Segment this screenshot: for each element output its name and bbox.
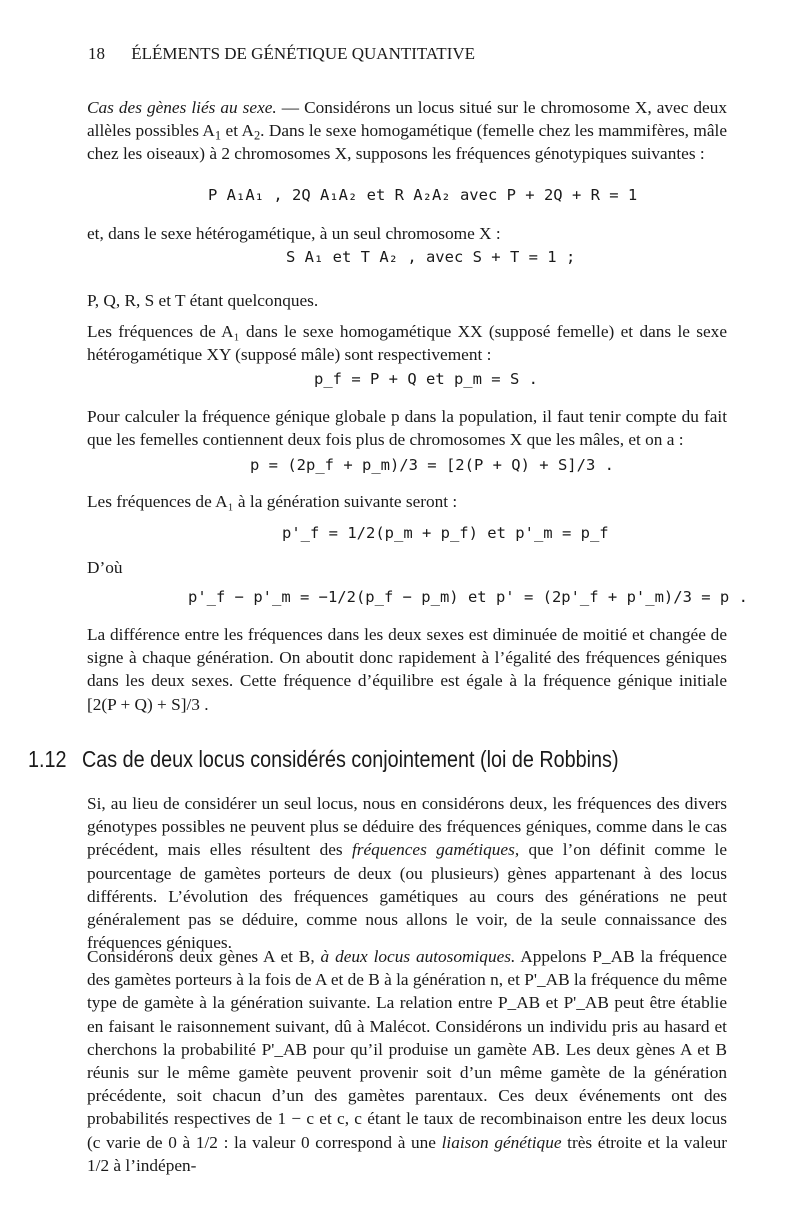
paragraph-sex-linked: Cas des gènes liés au sexe. — Considérons un locus situé sur le chromosome X, avec deux allèles possibles $A_1$ et $A_2$. Dans le sexe homogamétique (femelle chez les mammifères, mâle chez les oiseaux) à 2 chromosomes X, supposons les fréquences génotypiques suivantes :: [87, 98, 727, 164]
paragraph-text: Considérons deux gènes A et B,: [87, 947, 321, 966]
emphasis-term: à deux locus autosomiques.: [320, 947, 516, 966]
paragraph-frequencies-a1: Les fréquences de A₁ dans le sexe homogamétique XX (supposé femelle) et dans le sexe hétérogamétique XY (supposé mâle) sont respectivement :: [87, 322, 727, 365]
paragraph-text: très étroite et la valeur 1/2 à l’indépen-: [87, 1132, 727, 1175]
paragraph-global-frequency: Pour calculer la fréquence génique globale p dans la population, il faut tenir compte du fait que les femelles contiennent deux fois plus de chromosomes X que les mâles, et on a :: [87, 407, 727, 450]
equation-difference: p'_f − p'_m = −1/2(p_f − p_m) et p' = (2p'_f + p'_m)/3 = p .: [188, 588, 748, 606]
section-heading: [28, 746, 619, 773]
paragraph-text: Appelons P_AB la fréquence des gamètes porteurs à la fois de A et de B à la génération n, et P'_AB la fréquence du même type de gamète à la génération suivante. La relation entre P_AB et P'_AB peut être établie en faisant le raisonnement suivant, dû à Malécot. Considérons un individu pris au hasard et cherchons la probabilité P'_AB pour qu’il produise un gamète AB. Les deux gènes A et B réunis sur le même gamète peuvent provenir soit d’un même gamète de la génération précédente, soit chacun d’un des gamètes parentaux. Ces deux événements ont des probabilités respectives de 1 − c et c, c étant le taux de recombinaison entre les deux locus (c varie de 0 à 1/2 : la valeur 0 correspond à une: [87, 947, 727, 1152]
paragraph-dou: D’où: [87, 558, 123, 577]
paragraph-text: Si, au lieu de considérer un seul locus, nous en considérons deux, les fréquences des divers génotypes possibles ne peuvent plus se déduire des fréquences géniques, comme dans le cas précédent, mais elles résultent des: [87, 794, 727, 860]
equation-next-frequencies: p'_f = 1/2(p_m + p_f) et p'_m = p_f: [282, 524, 609, 542]
equation-pf-pm: p_f = P + Q et p_m = S .: [314, 370, 538, 388]
emphasis-term: liaison génétique: [441, 1132, 562, 1152]
paragraph-text: . Dans le sexe homogamétique (femelle chez les mammifères, mâle chez les oiseaux) à 2 chromosomes X, supposons les fréquences génotypiques suivantes :: [87, 121, 727, 164]
page-header: [88, 44, 475, 64]
section-number: 1.12: [28, 746, 67, 772]
paragraph-text: — Considérons un locus situé sur le chromosome X, avec deux allèles possibles A: [87, 98, 727, 141]
paragraph-robbins: [87, 945, 727, 1177]
paragraph-lead: Cas des gènes liés au sexe.: [87, 98, 277, 117]
paragraph-text: et A: [221, 121, 254, 141]
running-title: ÉLÉMENTS DE GÉNÉTIQUE QUANTITATIVE: [131, 44, 476, 63]
equation-genotype-frequencies: P A₁A₁ , 2Q A₁A₂ et R A₂A₂ avec P + 2Q + R = 1: [208, 186, 638, 204]
equation-global-p: p = (2p_f + p_m)/3 = [2(P + Q) + S]/3 .: [250, 456, 614, 474]
section-title: Cas de deux locus considérés conjointement (loi de Robbins): [81, 746, 619, 772]
paragraph-two-loci: [87, 792, 727, 954]
paragraph-arbitrary: P, Q, R, S et T étant quelconques.: [87, 291, 319, 310]
paragraph-next-generation: Les fréquences de A₁ à la génération suivante seront :: [87, 492, 458, 511]
emphasis-term: fréquences gamétiques: [351, 840, 515, 860]
page-number: 18: [88, 44, 105, 63]
paragraph-text: , que l’on définit comme le pourcentage de gamètes porteurs de deux (ou plusieurs) gènes appartenant à des locus différents. L’évolution des fréquences gamétiques au cours des générations ne peut généralement pas se déduire, comme nous allons le voir, de la seule connaissance des fréquences géniques.: [87, 840, 727, 953]
equation-hetero-frequencies: S A₁ et T A₂ , avec S + T = 1 ;: [286, 248, 576, 266]
paragraph-heterogametic: et, dans le sexe hétérogamétique, à un seul chromosome X :: [87, 224, 501, 243]
paragraph-equilibrium: La différence entre les fréquences dans les deux sexes est diminuée de moitié et changée de signe à chaque génération. On aboutit donc rapidement à l’égalité des fréquences géniques dans les deux sexes. Cette fréquence d’équilibre est égale à la fréquence génique initiale [2(P + Q) + S]/3 .: [87, 625, 727, 714]
